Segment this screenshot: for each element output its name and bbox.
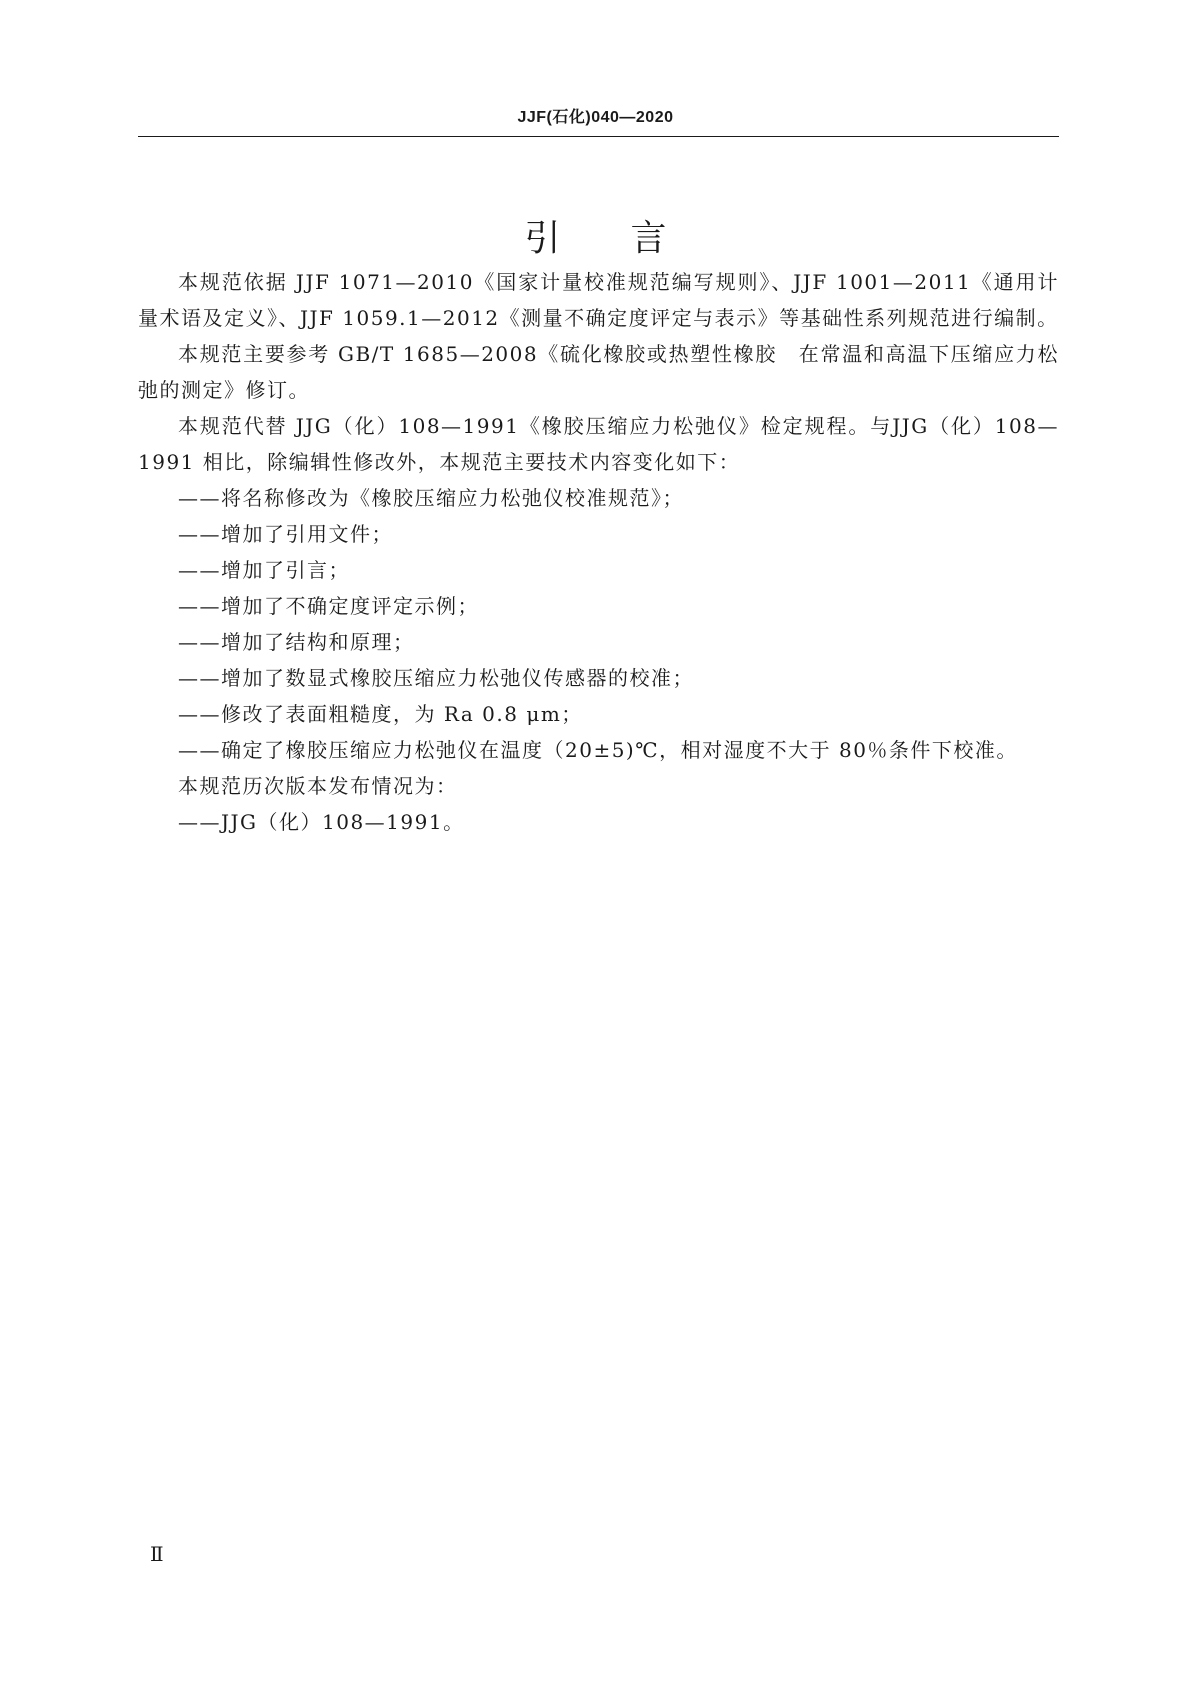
paragraph-basis: 本规范依据 JJF 1071—2010《国家计量校准规范编写规则》、JJF 1001—2011《通用计量术语及定义》、JJF 1059.1—2012《测量不确定度评定与表示》等基础性系列规范进行编制。 xyxy=(138,270,1059,330)
list-item: ——JJG（化）108—1991。 xyxy=(178,810,465,834)
history-intro: 本规范历次版本发布情况为： xyxy=(178,774,458,798)
history-list xyxy=(138,804,1059,840)
list-item: ——增加了结构和原理； xyxy=(178,630,415,654)
page-number: Ⅱ xyxy=(150,1542,164,1566)
list-item: ——将名称修改为《橡胶压缩应力松弛仪校准规范》； xyxy=(178,486,684,510)
header-document-code: JJF(石化)040—2020 xyxy=(517,109,674,126)
list-item: ——增加了不确定度评定示例； xyxy=(178,594,479,618)
page-title: 引言 xyxy=(524,218,737,260)
list-item: ——增加了引言； xyxy=(178,558,350,582)
list-item: ——增加了数显式橡胶压缩应力松弛仪传感器的校准； xyxy=(178,666,694,690)
paragraph-replacement: 本规范代替 JJG（化）108—1991《橡胶压缩应力松弛仪》检定规程。与JJG（化）108—1991 相比，除编辑性修改外，本规范主要技术内容变化如下： xyxy=(138,414,1059,474)
changes-list xyxy=(138,480,1059,768)
list-item: ——确定了橡胶压缩应力松弛仪在温度（20±5)℃，相对湿度不大于 80％条件下校准。 xyxy=(178,738,1018,762)
header-divider xyxy=(138,136,1059,137)
document-body xyxy=(138,264,1059,840)
paragraph-reference: 本规范主要参考 GB/T 1685—2008《硫化橡胶或热塑性橡胶 在常温和高温下压缩应力松弛的测定》修订。 xyxy=(138,342,1059,402)
list-item: ——增加了引用文件； xyxy=(178,522,393,546)
list-item: ——修改了表面粗糙度，为 Ra 0.8 μm； xyxy=(178,702,583,726)
